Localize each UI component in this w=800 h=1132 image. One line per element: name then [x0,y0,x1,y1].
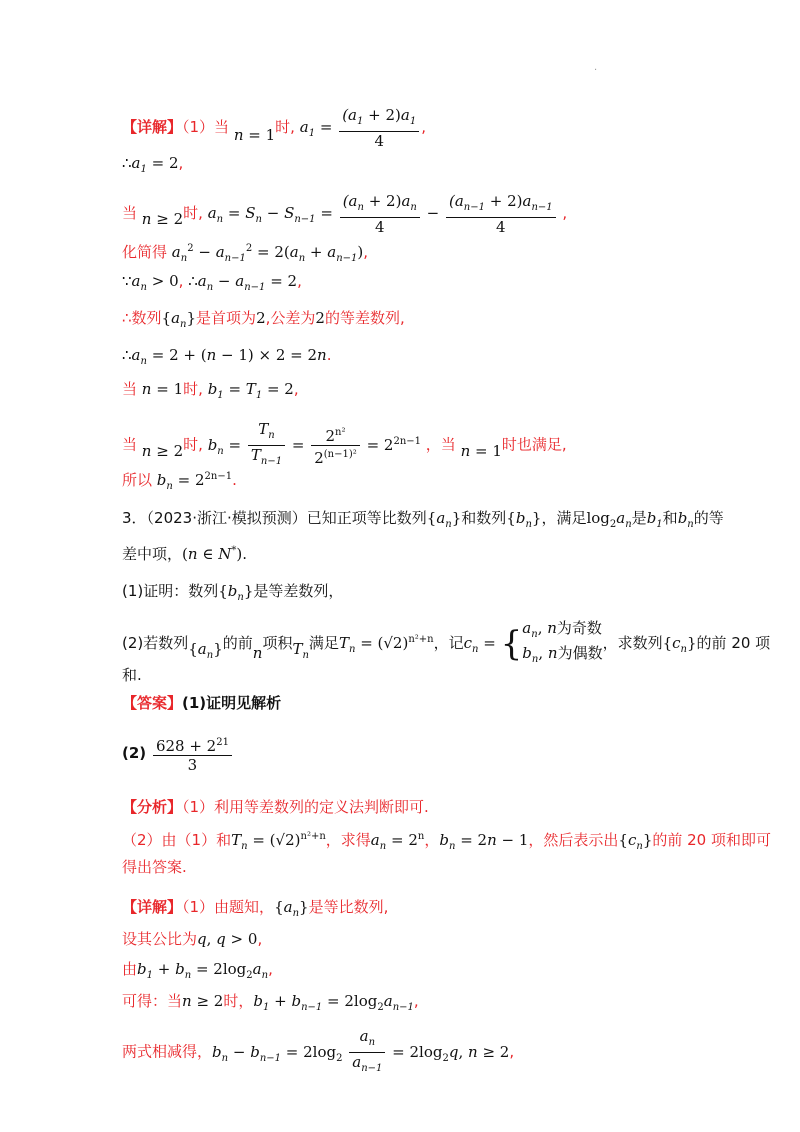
formula: $b_1 + b_{n-1} = 2\log_2a_{n-1}$ [253,992,414,1013]
analysis-3: 得出答案. [122,858,187,876]
formula: $\{a_n\}$ [426,509,462,530]
line-a1: $\therefore a_1 = 2$, [122,154,184,175]
detail-2-line-2: 设其公比为q, q > 0, [122,930,263,948]
formula: $T_n$ [292,640,309,661]
formula: n ≥ 2 [182,992,224,1010]
detail-2-line-4: 可得：当n ≥ 2时，$b_1 + b_{n-1} = 2\log_2a_{n-1}$, [122,992,419,1013]
detail-tag: 【详解】 [122,118,183,136]
formula: $b_n = 2n - 1$ [439,831,529,852]
formula: $b_n = 2^{2n-1}$ [156,471,233,492]
formula: $a_n^2 - a_{n-1}^2 = 2(a_n + a_{n-1})$ [171,243,364,264]
line-arith-seq: ∴数列$\{a_n\}$是首项为2,公差为2的等差数列, [122,309,405,330]
formula: $T_n = (√2)^{n^2+n}$ [231,831,326,852]
answer-1: 【答案】(1)证明见解析 [122,694,282,712]
answer-tag: 【答案】 [122,694,183,712]
analysis-2: （2）由（1）和$T_n = (√2)^{n^2+n}$，求得$a_n = 2^n$，$b_n = 2n - 1$，然后表示出$\{c_n\}$的前 20 项和即可 [122,831,771,852]
question-3-part-2: (2)若数列$\{a_n\}$的前n项积$T_n$满足$T_n = (√2)^{n^2+n}$，记$c_n = \{a_n$, n为奇数 $b_n$, n为偶数，求数列$\{c_n\}$的前 20 项 [122,619,771,665]
formula: $\{c_n\}$ [618,831,653,852]
question-3-cont: 差中项，(n ∈ N*). [122,545,247,563]
formula: 2 [256,309,266,327]
line-an: $\therefore a_n = 2 + (n - 1) \times 2 = 2n$. [122,346,332,367]
page-dot: . [594,62,598,73]
line-simplify: 化简得 $a_n^2 - a_{n-1}^2 = 2(a_n + a_{n-1})$, [122,243,369,264]
formula: $c_n = \{a_n$, n为奇数 $b_n$, n为偶数 [463,619,603,665]
formula: n [252,644,263,662]
question-3-part-2-cont: 和. [122,666,142,684]
analysis-tag: 【分析】 [122,798,183,816]
question-3-part-1: (1)证明：数列$\{b_n\}$是等差数列， [122,582,344,603]
formula: n = 1 [233,126,276,144]
formula: $\{b_n\}$ [218,582,254,603]
formula: $T_n = (√2)^{n^2+n}$ [338,634,434,655]
formula: $b_n$ [677,509,694,530]
formula: $\{b_n\}$ [506,509,542,530]
formula: n ≥ 2 [141,441,184,460]
formula: $\therefore a_n - a_{n-1} = 2$ [188,272,298,293]
formula: $\log_2a_n$ [586,509,632,530]
formula: $a_1$ = $\frac{(a_1 + 2)a_1}{4}$ [300,118,421,136]
question-3: 3．（2023·浙江·模拟预测）已知正项等比数列$\{a_n\}$和数列$\{b_n\}$，满足$\log_2a_n$是$b_1$和$b_n$的等 [122,509,724,530]
detail-2-line-1: 【详解】（1）由题知，$\{a_n\}$是等比数列, [122,898,389,919]
formula: $\therefore a_1 = 2$ [122,154,179,175]
formula: $b_n$ = $\frac{T_n}{T_{n-1}}$ = $\frac{2^{n^2}}{2^{(n-1)^2}}$ = $2^{2n-1}$ [207,420,421,467]
detail-line-1: 【详解】（1）当 n = 1时, $a_1$ = $\frac{(a_1 + 2)a_1}{4}$ , [122,106,426,150]
formula: $\therefore a_n = 2 + (n - 1) \times 2 = 2n$ [122,346,327,367]
answer-2: (2) $\frac{628 + 2^{21}}{3}$ [122,734,234,774]
formula: $b_1 + b_n = 2\log_2a_n$ [137,960,269,981]
formula: $\frac{628 + 2^{21}}{3}$ [151,744,234,762]
formula: (n ∈ N*) [182,545,243,563]
analysis-1: 【分析】（1）利用等差数列的定义法判断即可. [122,798,429,816]
detail-2-line-5: 两式相减得，$b_n - b_{n-1} = 2\log_2$ $\frac{a_n}{a_{n-1}}$ = $2\log_2q$, n ≥ 2, [122,1027,515,1074]
line-conclusion: 所以 $b_n = 2^{2n-1}$. [122,471,237,492]
line-because: $\because a_n > 0$, $\therefore a_n - a_{n-1} = 2$, [122,272,302,293]
formula: $b_1$ [646,509,663,530]
formula: n ≥ 2 [141,210,184,228]
formula: $b_n - b_{n-1} = 2\log_2$ $\frac{a_n}{a_{n-1}}$ = $2\log_2q$, n ≥ 2 [212,1027,510,1074]
formula: q, q > 0 [197,930,258,948]
line-bn: 当 n ≥ 2时, $b_n$ = $\frac{T_n}{T_{n-1}}$ = $\frac{2^{n^2}}{2^{(n-1)^2}}$ = $2^{2n-1}$ ，当 n = 1时也满足, [122,420,567,467]
detail-tag: 【详解】 [122,898,183,916]
formula: $\because a_n > 0$ [122,272,179,293]
formula: 2 [315,309,325,327]
formula: $\{a_n\}$ [161,309,197,330]
detail-2-line-3: 由$b_1 + b_n = 2\log_2a_n$, [122,960,273,981]
formula: $\{c_n\}$ [662,634,697,655]
line-n-ge-2: 当 n ≥ 2时, $a_n = S_n - S_{n-1}$ = $\frac{(a_n + 2)a_n}{4}$ − $\frac{(a_{n-1} + 2)a_{n-1}}{4}$ , [122,192,568,236]
formula: n = 1 [460,441,502,460]
formula: $\{a_n\}$ [274,898,309,919]
formula: $a_n = 2^n$ [370,831,425,852]
line-b1: 当 n = 1时, $b_1 = T_1 = 2$, [122,380,299,401]
formula: $\{a_n\}$ [188,640,223,661]
formula: $b_1 = T_1 = 2$ [207,380,294,401]
formula: n = 1 [141,380,184,398]
formula: $a_n = S_n - S_{n-1}$ = $\frac{(a_n + 2)a_n}{4}$ − $\frac{(a_{n-1} + 2)a_{n-1}}{4}$ [208,204,563,222]
